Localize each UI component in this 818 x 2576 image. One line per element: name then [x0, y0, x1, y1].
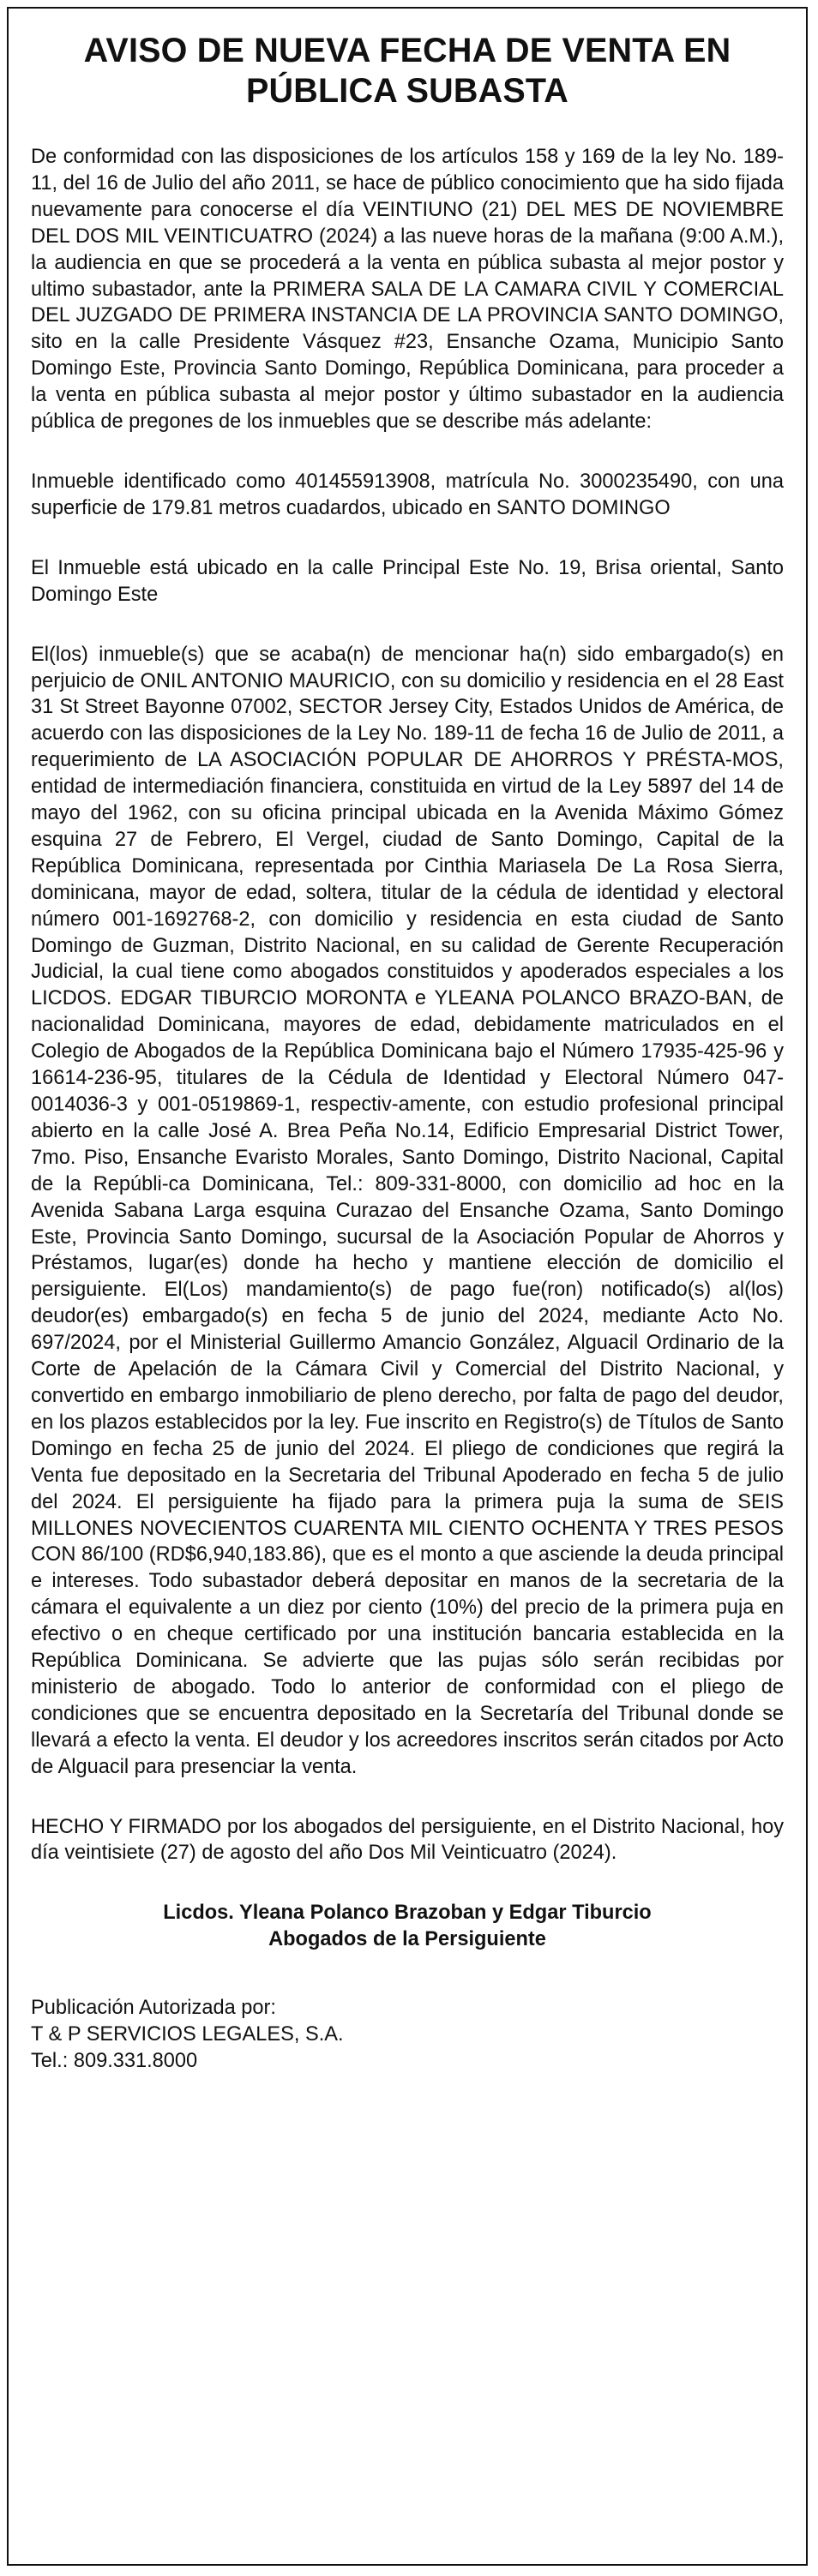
signers-role: Abogados de la Persiguiente [268, 1928, 546, 1951]
notice-title: AVISO DE NUEVA FECHA DE VENTA EN PÚBLICA SUBASTA [83, 32, 731, 110]
notice-intro-paragraph: De conformidad con las disposiciones de los artículos 158 y 169 de la ley No. 189-11, del 16 de Julio del año 2011, se hace de público conocimiento que ha sido fijada nuevamente para conocerse el día VEINTIUNO (21) DEL MES DE NOVIEMBRE DEL DOS MIL VEINTICUATRO (2024) a las nueve horas de la mañana (9:00 A.M.), la audiencia en que se procederá a la venta en pública subasta al mejor postor y ultimo subastador, ante la PRIMERA SALA DE LA CAMARA CIVIL Y COMERCIAL DEL JUZGADO DE PRIMERA INSTANCIA DE LA PROVINCIA SANTO DOMINGO, sito en la calle Presidente Vásquez #23, Ensanche Ozama, Municipio Santo Domingo Este, Provincia Santo Domingo, República Dominicana, para proceder a la venta en pública subasta al mejor postor y último subastador en la audiencia pública de pregones de los inmuebles que se describe más adelante: [31, 146, 784, 434]
publisher-phone: Tel.: 809.331.8000 [31, 2050, 198, 2072]
property-location-paragraph: El Inmueble está ubicado en la calle Principal Este No. 19, Brisa oriental, Santo Domingo Este [31, 556, 784, 606]
signed-statement-paragraph: HECHO Y FIRMADO por los abogados del persiguiente, en el Distrito Nacional, hoy día veintisiete (27) de agosto del año Dos Mil Veinticuatro (2024). [31, 1815, 784, 1865]
publisher-company-name: T & P SERVICIOS LEGALES, S.A. [31, 2023, 344, 2046]
seizure-details-paragraph: El(los) inmueble(s) que se acaba(n) de mencionar ha(n) sido embargado(s) en perjuicio de ONIL ANTONIO MAURICIO, con su domicilio y residencia en el 28 East 31 St Street Bayonne 07002, SECTOR Jersey City, Estados Unidos de América, de acuerdo con las disposiciones de la Ley No. 189-11 de fecha 16 de Julio de 2011, a requerimiento de LA ASOCIACIÓN POPULAR DE AHORROS Y PRÉSTA-MOS, entidad de intermediación financiera, constituida en virtud de la Ley 5897 del 14 de mayo del 1962, con su oficina principal ubicada en la Avenida Máximo Gómez esquina 27 de Febrero, El Vergel, ciudad de Santo Domingo, Capital de la República Dominicana, representada por Cinthia Mariasela De La Rosa Sierra, dominicana, mayor de edad, soltera, titular de la cédula de identidad y electoral número 001-1692768-2, con domicilio y residencia en esta ciudad de Santo Domingo de Guzman, Distrito Nacional, en su calidad de Gerente Recuperación Judicial, la cual tiene como abogados constituidos y apoderados especiales a los LICDOS. EDGAR TIBURCIO MORONTA e YLEANA POLANCO BRAZO-BAN, de nacionalidad Dominicana, mayores de edad, debidamente matriculados en el Colegio de Abogados de la República Dominicana bajo el Número 17935-425-96 y 16614-236-95, titulares de la Cédula de Identidad y Electoral Número 047-0014036-3 y 001-0519869-1, respectiv-amente, con estudio profesional principal abierto en la calle José A. Brea Peña No.14, Edificio Empresarial District Tower, 7mo. Piso, Ensanche Evaristo Morales, Santo Domingo, Distrito Nacional, Capital de la Repúbli-ca Dominicana, Tel.: 809-331-8000, con domicilio ad hoc en la Avenida Sabana Larga esquina Curazao del Ensanche Ozama, Santo Domingo Este, Provincia Santo Domingo, sucursal de la Asociación Popular de Ahorros y Préstamos, lugar(es) donde ha hecho y mantiene elección de domicilio el persiguiente. El(Los) mandamiento(s) de pago fue(ron) notificado(s) al(los) deudor(es) embargado(s) en fecha 5 de junio del 2024, mediante Acto No. 697/2024, por el Ministerial Guillermo Amancio González, Alguacil Ordinario de la Corte de Apelación de la Cámara Civil y Comercial del Distrito Nacional, y convertido en embargo inmobiliario de pleno derecho, por falta de pago del deudor, en los plazos establecidos por la ley. Fue inscrito en Registro(s) de Títulos de Santo Domingo en fecha 25 de junio del 2024. El pliego de condiciones que regirá la Venta fue depositado en la Secretaria del Tribunal Apoderado en fecha 5 de julio del 2024. El persiguiente ha fijado para la primera puja la suma de SEIS MILLONES NOVECIENTOS CUARENTA MIL CIENTO OCHENTA Y TRES PESOS CON 86/100 (RD$6,940,183.86), que es el monto a que asciende la deuda principal e intereses. Todo subastador deberá depositar en manos de la secretaria de la cámara el equivalente a un diez por ciento (10%) del precio de la primera puja en efectivo o en cheque certificado por una institución bancaria establecida en la República Dominicana. Se advierte que las pujas sólo serán recibidas por ministerio de abogado. Todo lo anterior de conformidad con el pliego de condiciones que se encuentra depositado en la Secretaría del Tribunal donde se llevará a efecto la venta. El deudor y los acreedores inscritos serán citados por Acto de Alguacil para presenciar la venta. [31, 643, 784, 1778]
publisher-authorized-label: Publicación Autorizada por: [31, 1997, 276, 2020]
signers-names: Licdos. Yleana Polanco Brazoban y Edgar Tiburcio [163, 1902, 652, 1925]
property-identification-paragraph: Inmueble identificado como 401455913908, matrícula No. 3000235490, con una superficie de 179.81 metros cuadardos, ubicado en SANTO DOMINGO [31, 470, 784, 519]
publisher-block [31, 1995, 784, 2075]
signers-block [31, 1900, 784, 1953]
legal-notice-frame [7, 7, 808, 2566]
